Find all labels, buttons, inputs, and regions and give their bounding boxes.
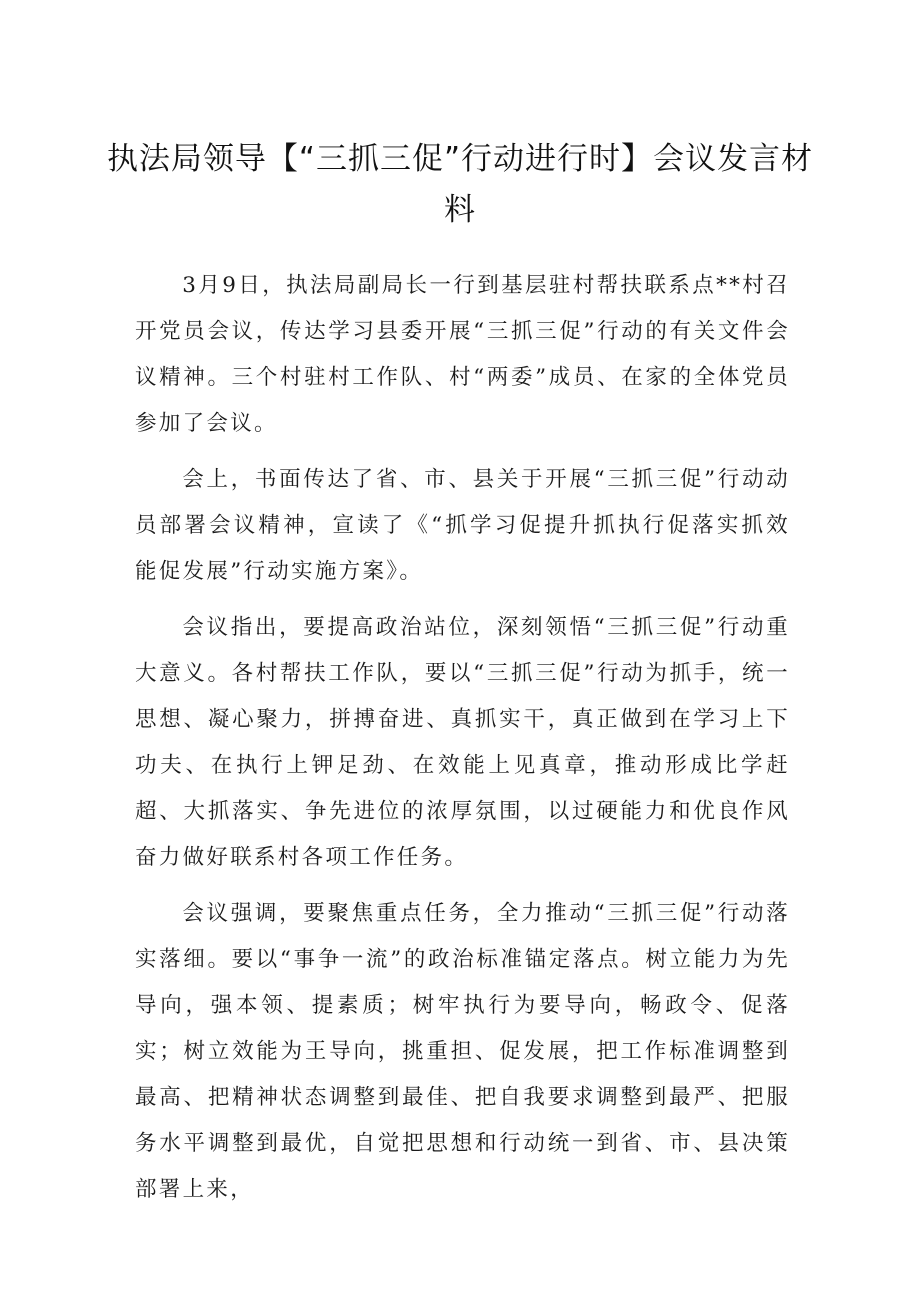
paragraph-4: 会议强调，要聚焦重点任务，全力推动“三抓三促”行动落实落细。要以“事争一流”的政治标准锚定落点。树立能力为先导向，强本领、提素质；树牢执行为要导向，畅政令、促落实；树立效能为王导向，挑重担、促发展，把工作标准调整到最高、把精神状态调整到最佳、把自我要求调整到最严、把服务水平调整到最优，自觉把思想和行动统一到省、市、县决策部署上来， (135, 901, 790, 1202)
paragraph-1: 3月9日，执法局副局长一行到基层驻村帮扶联系点**村召开党员会议，传达学习县委开展“三抓三促”行动的有关文件会议精神。三个村驻村工作队、村“两委”成员、在家的全体党员参加了会议。 (135, 273, 790, 436)
paragraph-2: 会上，书面传达了省、市、县关于开展“三抓三促”行动动员部署会议精神，宣读了《“抓学习促提升抓执行促落实抓效能促发展”行动实施方案》。 (135, 467, 790, 584)
paragraph-3: 会议指出，要提高政治站位，深刻领悟“三抓三促”行动重大意义。各村帮扶工作队，要以“三抓三促”行动为抓手，统一思想、凝心聚力，拼搏奋进、真抓实干，真正做到在学习上下功夫、在执行上钾足劲、在效能上见真章，推动形成比学赶超、大抓落实、争先进位的浓厚氛围，以过硬能力和优良作风奋力做好联系村各项工作任务。 (135, 615, 790, 870)
document-title: 执法局领导【“三抓三促”行动进行时】会议发言材料 (106, 141, 814, 228)
document-body (135, 263, 790, 1223)
